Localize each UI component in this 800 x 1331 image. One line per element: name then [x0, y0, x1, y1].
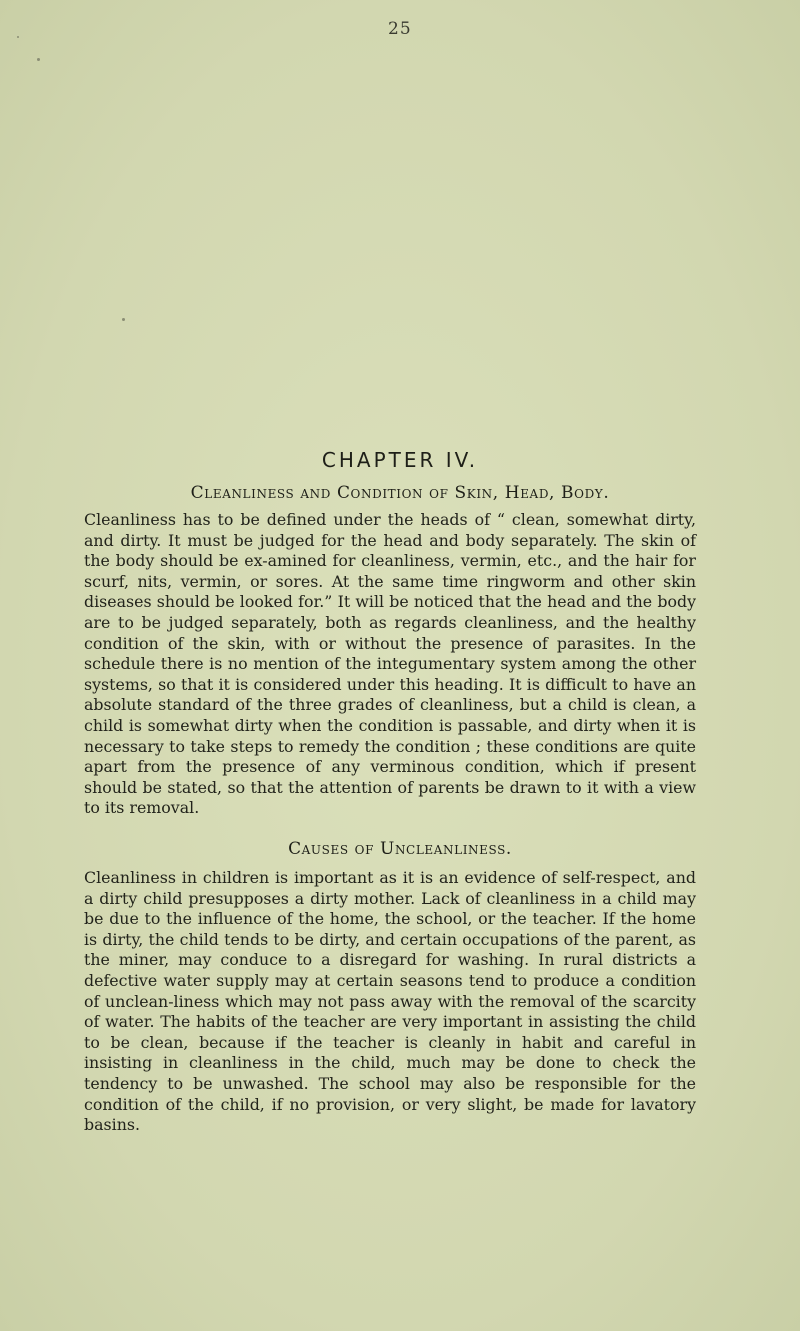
paper-speck [37, 58, 40, 61]
paragraph-causes: Cleanliness in children is important as it is an evidence of self-respect, and a dirty child presupposes a dirty mother. Lack of cleanliness in a child may be due to the influence of the home, the school, or the teacher. If the home is dirty, the child tends to be dirty, and certain occupations of the parent, as the miner, may conduce to a disregard for washing. In rural districts a defective water supply may at certain seasons tend to produce a condition of unclean-liness which may not pass away with the removal of the scarcity of water. The habits of the teacher are very important in assisting the child to be clean, because if the teacher is cleanly in habit and careful in insisting in cleanliness in the child, much may be done to check the tendency to be unwashed. The school may also be responsible for the condition of the child, if no provision, or very slight, be made for lavatory basins. [84, 868, 696, 1135]
section-heading-causes: Causes of Uncleanliness. [288, 839, 512, 859]
paragraph-cleanliness: Cleanliness has to be defined under the heads of “ clean, somewhat dirty, and dirty. It must be judged for the head and body separately. The skin of the body should be ex-amined for cleanliness, vermin, etc., and the hair for scurf, nits, vermin, or sores. At the same time ringworm and other skin diseases should be looked for.” It will be noticed that the head and the body are to be judged separately, both as regards cleanliness, and the healthy condition of the skin, with or without the presence of parasites. In the schedule there is no mention of the integumentary system among the other systems, so that it is considered under this heading. It is difficult to have an absolute standard of the three grades of cleanliness, but a child is clean, a child is somewhat dirty when the condition is passable, and dirty when it is necessary to take steps to remedy the condition ; these conditions are quite apart from the presence of any verminous condition, which if present should be stated, so that the attention of parents be drawn to it with a view to its removal. [84, 510, 696, 818]
chapter-title: CHAPTER IV. [321, 448, 479, 472]
paper-speck [17, 36, 19, 38]
paper-speck [122, 318, 125, 321]
section-heading-cleanliness: Cleanliness and Condition of Skin, Head, Body. [190, 483, 610, 503]
page-number: 25 [388, 19, 412, 39]
